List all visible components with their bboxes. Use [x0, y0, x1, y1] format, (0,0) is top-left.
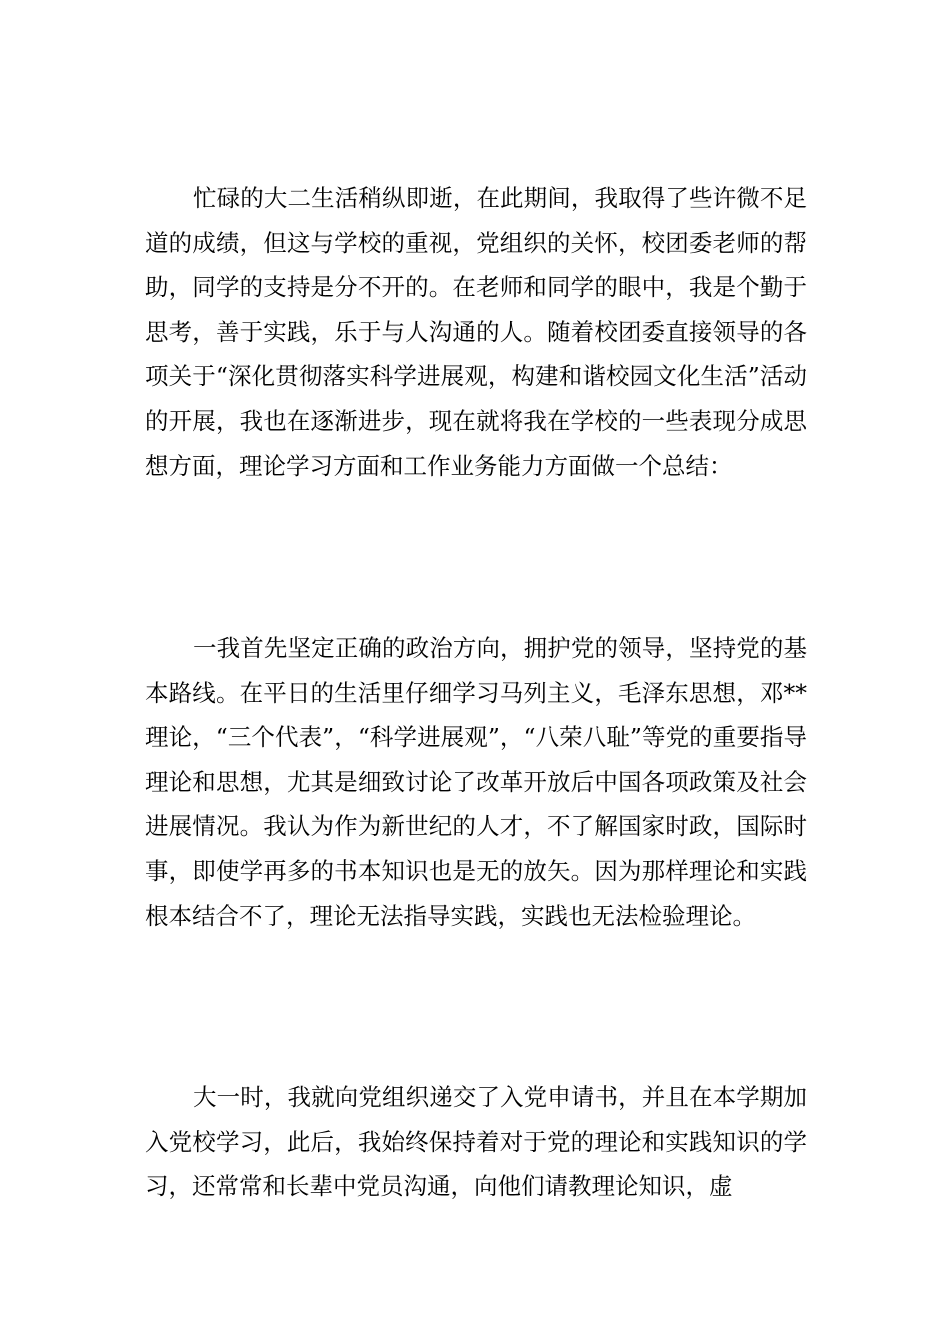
paragraph-intro: 忙碌的大二生活稍纵即逝，在此期间，我取得了些许微不足道的成绩，但这与学校的重视，党组织的关怀，校团委老师的帮助，同学的支持是分不开的。在老师和同学的眼中，我是个勤于思考，善于实践，乐于与人沟通的人。随着校团委直接领导的各项关于“深化贯彻落实科学进展观，构建和谐校园文化生活”活动的开展，我也在逐渐进步，现在就将我在学校的一些表现分成思想方面，理论学习方面和工作业务能力方面做一个总结：	[145, 184, 807, 480]
paragraph-party-application: 大一时，我就向党组织递交了入党申请书，并且在本学期加入党校学习，此后，我始终保持着对于党的理论和实践知识的学习，还常常和长辈中党员沟通，向他们请教理论知识，虚	[145, 1083, 807, 1201]
paragraph-ideology: 一我首先坚定正确的政治方向，拥护党的领导，坚持党的基本路线。在平日的生活里仔细学习马列主义，毛泽东思想，邓**理论，“三个代表”，“科学进展观”，“八荣八耻”等党的重要指导理论和思想，尤其是细致讨论了改革开放后中国各项政策及社会进展情况。我认为作为新世纪的人才，不了解国家时政，国际时事，即使学再多的书本知识也是无的放矢。因为那样理论和实践根本结合不了，理论无法指导实践，实践也无法检验理论。	[145, 634, 807, 930]
paragraph-block-3	[145, 1075, 807, 1209]
paragraph-block-1	[145, 176, 807, 488]
paragraph-block-2	[145, 626, 807, 938]
